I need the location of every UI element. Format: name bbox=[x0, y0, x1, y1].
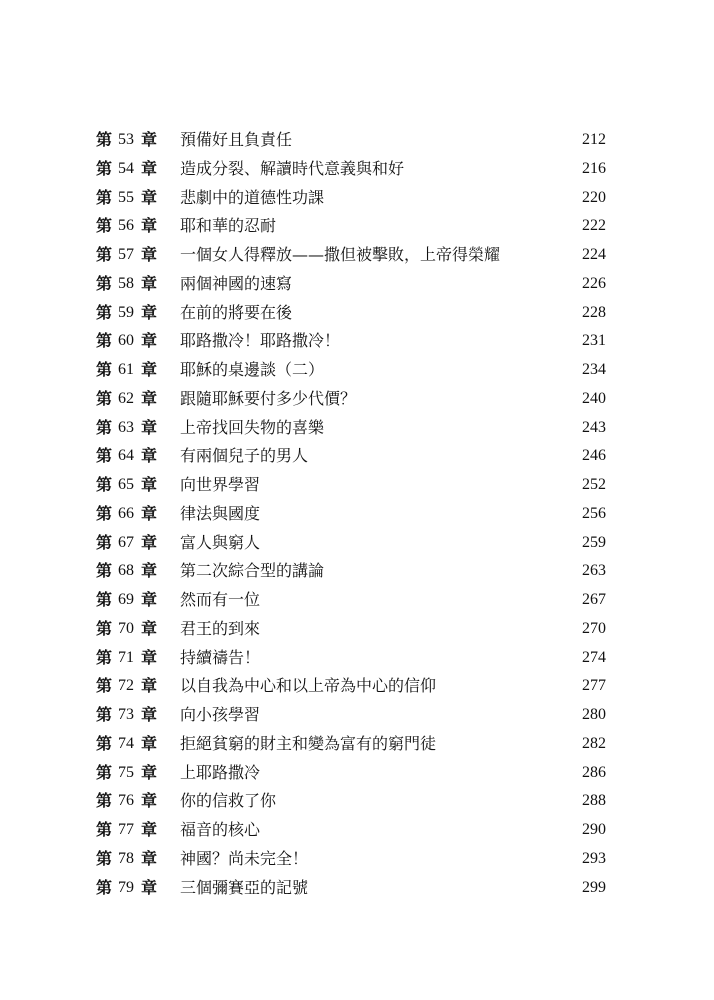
chapter-number: 75 bbox=[118, 763, 134, 781]
chapter-suffix: 章 bbox=[141, 848, 158, 868]
page-number: 216 bbox=[582, 159, 606, 177]
chapter-title: 兩個神國的速寫 bbox=[180, 273, 293, 293]
toc-entry bbox=[0, 701, 714, 730]
chapter-number: 62 bbox=[118, 389, 134, 407]
chapter-title: 悲劇中的道德性功課 bbox=[180, 187, 325, 207]
chapter-suffix: 章 bbox=[141, 705, 158, 724]
chapter-prefix: 第 bbox=[96, 475, 113, 494]
chapter-prefix: 第 bbox=[96, 503, 113, 523]
chapter-prefix: 第 bbox=[96, 245, 113, 264]
chapter-number: 73 bbox=[118, 706, 134, 723]
chapter-number: 64 bbox=[118, 447, 134, 465]
toc-entry bbox=[0, 759, 714, 788]
chapter-suffix: 章 bbox=[141, 360, 158, 379]
toc-entry bbox=[0, 500, 714, 529]
chapter-prefix: 第 bbox=[96, 302, 113, 322]
toc-entry bbox=[0, 385, 714, 414]
chapter-prefix: 第 bbox=[96, 647, 113, 667]
chapter-number: 60 bbox=[118, 332, 134, 350]
chapter-suffix: 章 bbox=[141, 216, 158, 236]
toc-entry bbox=[0, 212, 714, 241]
chapter-title: 耶路撒冷！耶路撒冷！ bbox=[180, 331, 341, 351]
chapter-prefix: 第 bbox=[96, 590, 113, 609]
chapter-prefix: 第 bbox=[96, 273, 113, 293]
chapter-number: 67 bbox=[118, 533, 134, 551]
chapter-suffix: 章 bbox=[141, 475, 158, 494]
chapter-suffix: 章 bbox=[141, 302, 158, 322]
chapter-number: 55 bbox=[118, 188, 134, 206]
toc-entry bbox=[0, 615, 714, 644]
toc-entry bbox=[0, 586, 714, 615]
chapter-number: 70 bbox=[118, 619, 134, 637]
page-number: 240 bbox=[582, 389, 606, 407]
page-number: 282 bbox=[582, 734, 606, 752]
chapter-suffix: 章 bbox=[141, 647, 158, 667]
page-number: 270 bbox=[582, 619, 606, 637]
chapter-suffix: 章 bbox=[141, 590, 158, 609]
chapter-suffix: 章 bbox=[141, 561, 158, 581]
chapter-suffix: 章 bbox=[141, 331, 158, 351]
chapter-suffix: 章 bbox=[141, 733, 158, 753]
chapter-number: 74 bbox=[118, 734, 134, 752]
chapter-title: 君王的到來 bbox=[180, 618, 261, 638]
chapter-suffix: 章 bbox=[141, 820, 158, 839]
page-number: 256 bbox=[582, 504, 606, 522]
chapter-title: 預備好且負責任 bbox=[180, 130, 293, 149]
chapter-suffix: 章 bbox=[141, 187, 158, 207]
chapter-title: 耶穌的桌邊談（二） bbox=[180, 360, 325, 379]
toc-entry bbox=[0, 787, 714, 816]
chapter-title: 福音的核心 bbox=[180, 820, 261, 839]
chapter-number: 69 bbox=[118, 591, 134, 608]
chapter-suffix: 章 bbox=[141, 503, 158, 523]
chapter-prefix: 第 bbox=[96, 158, 113, 178]
chapter-prefix: 第 bbox=[96, 618, 113, 638]
page-number: 290 bbox=[582, 821, 606, 838]
chapter-suffix: 章 bbox=[141, 417, 158, 437]
page-number: 259 bbox=[582, 533, 606, 551]
toc-entry bbox=[0, 155, 714, 184]
chapter-title: 富人與窮人 bbox=[180, 532, 261, 552]
chapter-title: 以自我為中心和以上帝為中心的信仰 bbox=[180, 676, 437, 696]
chapter-suffix: 章 bbox=[141, 388, 158, 408]
toc-entry bbox=[0, 471, 714, 500]
chapter-title: 向小孩學習 bbox=[180, 705, 261, 724]
toc-entry bbox=[0, 184, 714, 213]
chapter-suffix: 章 bbox=[141, 762, 158, 782]
page-number: 246 bbox=[582, 447, 606, 465]
chapter-suffix: 章 bbox=[141, 158, 158, 178]
chapter-prefix: 第 bbox=[96, 187, 113, 207]
chapter-number: 72 bbox=[118, 677, 134, 695]
chapter-number: 66 bbox=[118, 504, 134, 522]
toc-entry bbox=[0, 529, 714, 558]
page-number: 267 bbox=[582, 591, 606, 608]
toc-entry bbox=[0, 816, 714, 845]
chapter-prefix: 第 bbox=[96, 216, 113, 236]
chapter-number: 57 bbox=[118, 246, 134, 263]
chapter-title: 拒絕貧窮的財主和變為富有的窮門徒 bbox=[180, 733, 437, 753]
chapter-prefix: 第 bbox=[96, 877, 113, 897]
chapter-suffix: 章 bbox=[141, 446, 158, 466]
chapter-prefix: 第 bbox=[96, 820, 113, 839]
chapter-title: 上耶路撒冷 bbox=[180, 762, 261, 782]
toc-entry bbox=[0, 874, 714, 903]
page-number: 228 bbox=[582, 303, 606, 321]
page-number: 220 bbox=[582, 188, 606, 206]
chapter-prefix: 第 bbox=[96, 848, 113, 868]
chapter-prefix: 第 bbox=[96, 705, 113, 724]
chapter-title: 神國？尚未完全！ bbox=[180, 848, 309, 868]
page-number: 286 bbox=[582, 763, 606, 781]
chapter-title: 向世界學習 bbox=[180, 475, 261, 494]
toc-entry bbox=[0, 356, 714, 385]
chapter-title: 第二次綜合型的講論 bbox=[180, 561, 325, 581]
chapter-suffix: 章 bbox=[141, 791, 158, 811]
chapter-title: 跟隨耶穌要付多少代價？ bbox=[180, 388, 357, 408]
chapter-title: 造成分裂、解讀時代意義與和好 bbox=[180, 158, 405, 178]
toc-entry bbox=[0, 327, 714, 356]
chapter-prefix: 第 bbox=[96, 561, 113, 581]
chapter-title: 一個女人得釋放——撒但被擊敗，上帝得榮耀 bbox=[180, 245, 501, 264]
chapter-number: 59 bbox=[118, 303, 134, 321]
chapter-prefix: 第 bbox=[96, 762, 113, 782]
page-number: 277 bbox=[582, 677, 606, 695]
chapter-prefix: 第 bbox=[96, 446, 113, 466]
toc-entry bbox=[0, 442, 714, 471]
chapter-number: 76 bbox=[118, 792, 134, 810]
chapter-title: 然而有一位 bbox=[180, 590, 261, 609]
toc-entry bbox=[0, 126, 714, 155]
page-number: 222 bbox=[582, 217, 606, 235]
chapter-prefix: 第 bbox=[96, 676, 113, 696]
chapter-prefix: 第 bbox=[96, 417, 113, 437]
toc-entry bbox=[0, 845, 714, 874]
toc-entry bbox=[0, 644, 714, 673]
page-number: 243 bbox=[582, 418, 606, 436]
chapter-number: 61 bbox=[118, 361, 134, 378]
chapter-suffix: 章 bbox=[141, 676, 158, 696]
chapter-number: 56 bbox=[118, 217, 134, 235]
chapter-number: 78 bbox=[118, 849, 134, 867]
page-number: 280 bbox=[582, 706, 606, 723]
page-number: 288 bbox=[582, 792, 606, 810]
chapter-prefix: 第 bbox=[96, 388, 113, 408]
chapter-suffix: 章 bbox=[141, 273, 158, 293]
chapter-prefix: 第 bbox=[96, 733, 113, 753]
chapter-prefix: 第 bbox=[96, 791, 113, 811]
chapter-title: 耶和華的忍耐 bbox=[180, 216, 277, 236]
chapter-title: 你的信救了你 bbox=[180, 791, 277, 811]
chapter-prefix: 第 bbox=[96, 331, 113, 351]
page-number: 274 bbox=[582, 648, 606, 666]
toc-entry bbox=[0, 557, 714, 586]
toc-entry bbox=[0, 672, 714, 701]
toc-entry bbox=[0, 241, 714, 270]
toc-entry bbox=[0, 299, 714, 328]
chapter-title: 有兩個兒子的男人 bbox=[180, 446, 309, 466]
chapter-number: 63 bbox=[118, 418, 134, 436]
chapter-title: 三個彌賽亞的記號 bbox=[180, 877, 309, 897]
page-number: 299 bbox=[582, 878, 606, 896]
chapter-prefix: 第 bbox=[96, 532, 113, 552]
page-number: 226 bbox=[582, 274, 606, 292]
chapter-prefix: 第 bbox=[96, 130, 113, 149]
toc-entry bbox=[0, 270, 714, 299]
chapter-suffix: 章 bbox=[141, 245, 158, 264]
chapter-suffix: 章 bbox=[141, 130, 158, 149]
chapter-number: 54 bbox=[118, 159, 134, 177]
chapter-number: 68 bbox=[118, 562, 134, 580]
chapter-number: 65 bbox=[118, 476, 134, 493]
table-of-contents bbox=[0, 126, 714, 902]
chapter-number: 53 bbox=[118, 131, 134, 148]
chapter-title: 持續禱告！ bbox=[180, 647, 261, 667]
toc-entry bbox=[0, 730, 714, 759]
page-number: 224 bbox=[582, 246, 606, 263]
chapter-suffix: 章 bbox=[141, 877, 158, 897]
chapter-number: 79 bbox=[118, 878, 134, 896]
chapter-number: 71 bbox=[118, 648, 134, 666]
page-number: 293 bbox=[582, 849, 606, 867]
page-number: 231 bbox=[582, 332, 606, 350]
chapter-title: 律法與國度 bbox=[180, 503, 261, 523]
chapter-prefix: 第 bbox=[96, 360, 113, 379]
page-number: 252 bbox=[582, 476, 606, 493]
page-number: 234 bbox=[582, 361, 606, 378]
chapter-suffix: 章 bbox=[141, 618, 158, 638]
chapter-title: 在前的將要在後 bbox=[180, 302, 293, 322]
chapter-title: 上帝找回失物的喜樂 bbox=[180, 417, 325, 437]
chapter-number: 58 bbox=[118, 274, 134, 292]
page-number: 212 bbox=[582, 131, 606, 148]
toc-entry bbox=[0, 414, 714, 443]
page-number: 263 bbox=[582, 562, 606, 580]
chapter-suffix: 章 bbox=[141, 532, 158, 552]
chapter-number: 77 bbox=[118, 821, 134, 838]
